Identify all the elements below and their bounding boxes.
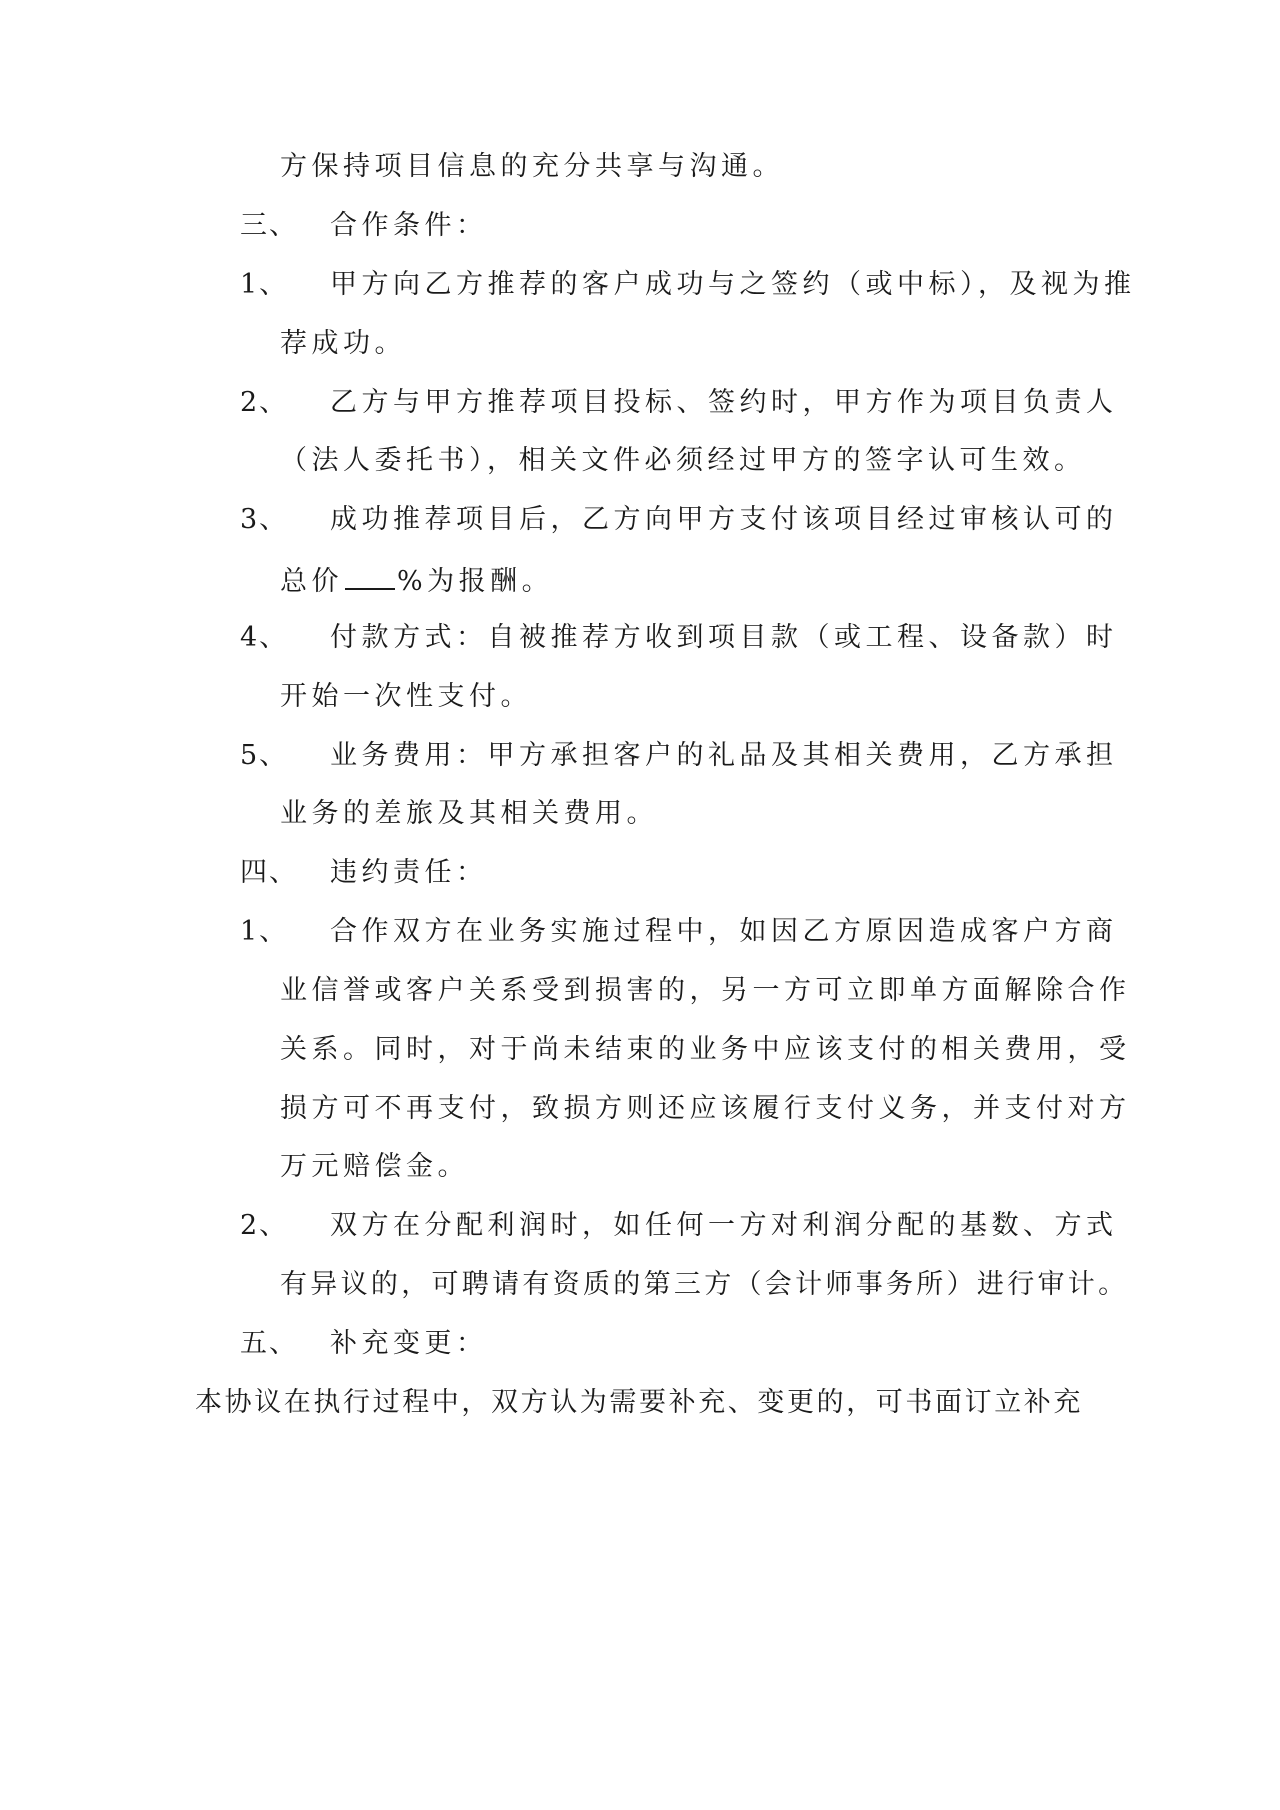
item-number: 5、 [240, 740, 289, 771]
text-line: 损方可不再支付，致损方则还应该履行支付义务，并支付对方 [280, 1093, 1131, 1124]
text-line: （法人委托书），相关文件必须经过甲方的签字认可生效。 [280, 445, 1086, 476]
text-line: 乙方与甲方推荐项目投标、签约时，甲方作为项目负责人 [330, 387, 1118, 418]
section-number: 三、 [240, 210, 298, 241]
text-line: 荐成功。 [280, 328, 406, 359]
text-segment: 总价 [280, 566, 343, 597]
text-line: 甲方向乙方推荐的客户成功与之签约（或中标），及视为推 [330, 269, 1136, 300]
text-line: 业信誉或客户关系受到损害的，另一方可立即单方面解除合作 [280, 975, 1131, 1006]
section-number: 四、 [240, 857, 298, 888]
text-line: 本协议在执行过程中，双方认为需要补充、变更的，可书面订立补充 [195, 1387, 1083, 1418]
section-title: 合作条件： [330, 210, 488, 241]
text-line: 双方在分配利润时，如任何一方对利润分配的基数、方式 [330, 1210, 1118, 1241]
text-line: 付款方式：自被推荐方收到项目款（或工程、设备款）时 [330, 622, 1118, 653]
item-number: 2、 [240, 1210, 289, 1241]
item-number: 4、 [240, 622, 289, 653]
text-line: 开始一次性支付。 [280, 681, 532, 712]
item-number: 2、 [240, 387, 289, 418]
text-line-with-blank [280, 562, 553, 599]
section-title: 违约责任： [330, 857, 488, 888]
text-line: 成功推荐项目后，乙方向甲方支付该项目经过审核认可的 [330, 504, 1118, 535]
text-line: 方保持项目信息的充分共享与沟通。 [280, 151, 784, 182]
text-line: 万元赔偿金。 [280, 1151, 469, 1182]
text-line: 有异议的，可聘请有资质的第三方（会计师事务所）进行审计。 [280, 1269, 1129, 1300]
item-number: 3、 [240, 504, 289, 535]
percentage-blank [345, 562, 395, 590]
text-line: 关系。同时，对于尚未结束的业务中应该支付的相关费用，受 [280, 1034, 1131, 1065]
item-number: 1、 [240, 269, 289, 300]
section-title: 补充变更： [330, 1328, 488, 1359]
item-number: 1、 [240, 916, 289, 947]
text-segment: %为报酬。 [397, 566, 554, 597]
text-line: 业务的差旅及其相关费用。 [280, 798, 658, 829]
section-number: 五、 [240, 1328, 298, 1359]
text-line: 合作双方在业务实施过程中，如因乙方原因造成客户方商 [330, 916, 1118, 947]
text-line: 业务费用：甲方承担客户的礼品及其相关费用，乙方承担 [330, 740, 1118, 771]
